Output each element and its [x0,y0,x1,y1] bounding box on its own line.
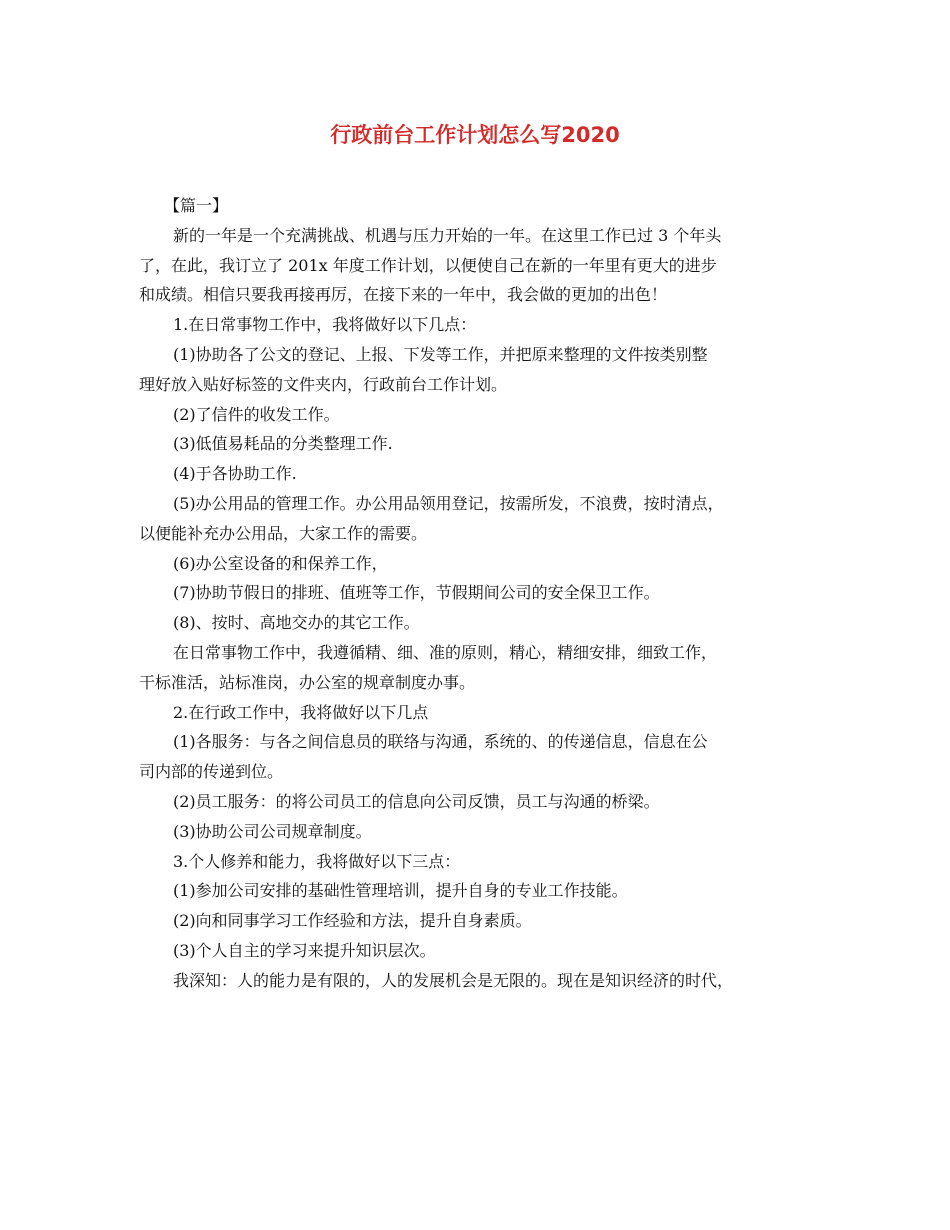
paragraph-line: (8)、按时、高地交办的其它工作。 [173,613,420,633]
paragraph-line: (4)于各协助工作. [173,464,297,484]
document-body [139,191,811,996]
paragraph-line: 1.在日常事物工作中，我将做好以下几点： [173,315,477,335]
paragraph-line: (3)协助公司公司规章制度。 [173,821,372,841]
paragraph-line: (3)低值易耗品的分类整理工作. [173,434,393,454]
document-title: 行政前台工作计划怎么写2020 [330,123,620,147]
paragraph-line: 和成绩。相信只要我再接再厉，在接下来的一年中，我会做的更加的出色！ [139,285,668,305]
paragraph-line: 了，在此，我订立了 201x 年度工作计划，以便使自己在新的一年里有更大的进步 [139,255,717,275]
paragraph-line: 3.个人修养和能力，我将做好以下三点： [173,851,461,871]
paragraph-line: 司内部的传递到位。 [139,762,284,782]
paragraph-line: 新的一年是一个充满挑战、机遇与压力开始的一年。在这里工作已过 3 个年头 [173,225,722,245]
paragraph-line: 我深知：人的能力是有限的，人的发展机会是无限的。现在是知识经济的时代， [173,970,734,990]
paragraph-line: (2)向和同事学习工作经验和方法，提升自身素质。 [173,911,532,931]
paragraph-line: (1)各服务：与各之间信息员的联络与沟通，系统的、的传递信息，信息在公 [173,732,708,752]
paragraph-line: (6)办公室设备的和保养工作， [173,553,388,573]
paragraph-line: (3)个人自主的学习来提升知识层次。 [173,940,436,960]
paragraph-line: 理好放入贴好标签的文件夹内，行政前台工作计划。 [139,374,508,394]
paragraph-line: 干标准活，站标准岗，办公室的规章制度办事。 [139,672,476,692]
paragraph-line: (2)员工服务：的将公司员工的信息向公司反馈，员工与沟通的桥梁。 [173,791,660,811]
paragraph-line: 2.在行政工作中，我将做好以下几点 [173,702,429,722]
paragraph-line: (1)协助各了公文的登记、上报、下发等工作，并把原来整理的文件按类别整 [173,344,708,364]
paragraph-line: 以便能补充办公用品，大家工作的需要。 [139,523,428,543]
paragraph-line: (2)了信件的收发工作。 [173,404,340,424]
paragraph-line: (1)参加公司安排的基础性管理培训，提升自身的专业工作技能。 [173,881,628,901]
paragraph-line: 在日常事物工作中，我遵循精、细、准的原则，精心，精细安排，细致工作， [173,642,718,662]
paragraph-line: (5)办公用品的管理工作。办公用品领用登记，按需所发，不浪费，按时清点， [173,493,724,513]
section-label: 【篇一】 [164,196,229,215]
paragraph-line: (7)协助节假日的排班、值班等工作，节假期间公司的安全保卫工作。 [173,583,660,603]
